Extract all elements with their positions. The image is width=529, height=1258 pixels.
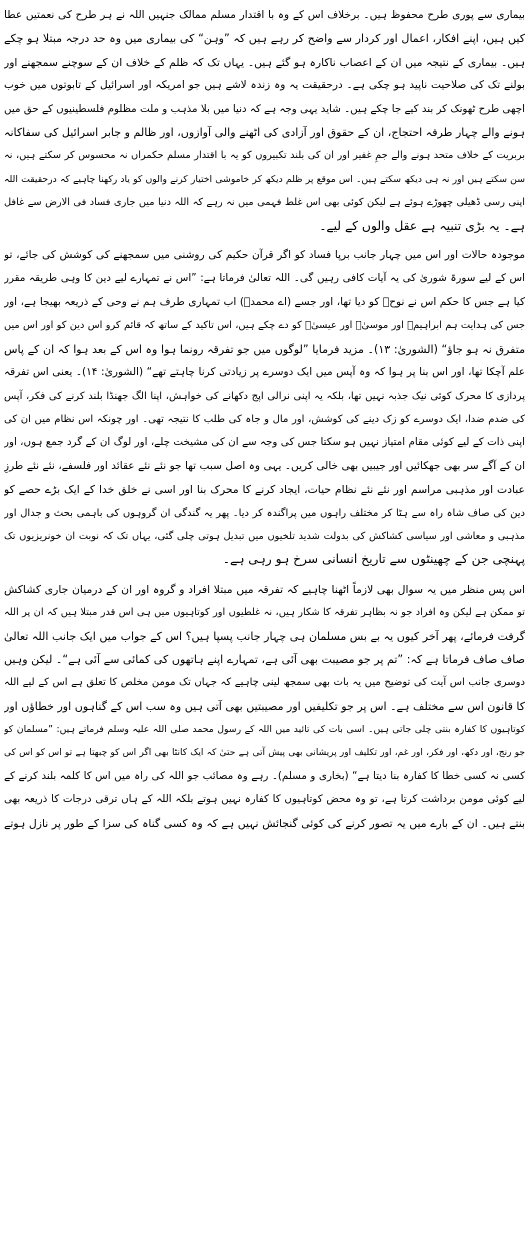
text-line: مذہبی و معاشی اور سیاسی کشاکش کی بدولت شدید تلخیوں میں تبدیل ہوتی چلی گئی، یہاں تک کہ نوبت ان خونریزیوں تک (4, 530, 525, 542)
text-line: اس پس منظر میں یہ سوال بھی لازماً اٹھنا چاہیے کہ تفرقہ میں مبتلا افراد و گروہ اور ان کے درمیان جاری کشاکش (4, 582, 525, 596)
text-line: جو رنج، اور دکھ، اور فکر، اور غم، اور تکلیف اور پریشانی بھی پیش آتی ہے حتیٰ کہ ایک کانٹا بھی اگر اس کو چبھتا ہے تو اس کو اس کی (4, 747, 525, 758)
text-line: اس کے لیے سورۃ شوریٰ کی یہ آیات کافی رہیں گی۔ اللہ تعالیٰ فرماتا ہے: ”اس نے تمہارے لیے دین کا وہی طریقہ مقرر (4, 272, 525, 285)
text-line: سن سکتے ہیں اور نہ ہی دیکھ سکتے ہیں۔ اس موقع پر ظلم دیکھ کر خاموشی اختیار کرنے والوں کو یاد رکھنا چاہیے کہ درحقیقت اللہ (4, 173, 525, 185)
text-line: لیے کوئی مومن برداشت کرتا ہے، تو وہ محض کوتاہیوں کا کفارہ نہیں ہوتے بلکہ اللہ کے ہاں ترقی درجات کا ذریعہ بھی (4, 793, 525, 806)
text-line: کا قانون اس سے مختلف ہے۔ اس پر جو تکلیفیں اور مصیبتیں بھی آتی ہیں وہ سب اس کے گناہوں اور خطاؤں اور (4, 699, 525, 713)
text-line: عبادت اور مذہبی مراسم اور نئے نئے نظام حیات، ایجاد کرنے کا محرک بنا اور اسی نے خلق خدا کے ایک بڑے حصے کو (4, 483, 525, 497)
paragraph-1 (4, 4, 525, 238)
text-line: بولنے تک کی صلاحیت ناپید ہو چکی ہے۔ درحقیقت یہ وہ زندہ لاشے ہیں جو امریکہ اور اسرائیل کے تابوتوں میں خوب (4, 79, 525, 92)
text-line: موجودہ حالات اور اس میں چہار جانب برپا فساد کو اگر قرآن حکیم کی روشنی میں سمجھنے کی کوشش کی جائے، تو (4, 249, 525, 262)
text-line: کیں ہیں، اپنے افکار، اعمال اور کردار سے واضح کر رہے ہیں کہ ”وہن“ کی بیماری میں وہ حد درجہ مبتلا ہو چکے (4, 32, 525, 46)
paragraph-2 (4, 244, 525, 572)
text-line: اپنی رسی ڈھیلی چھوڑے ہوئے ہے لیکن کوئی بھی اس غلط فہمی میں نہ رہے کہ اللہ دنیا میں جاری فساد فی الارض سے غافل (4, 197, 525, 209)
text-line: دوسری جانب اس آیت کی توضیح میں یہ بات بھی سمجھ لینی چاہیے کہ جہاں تک مومن مخلص کا تعلق ہے اس کے لیے اللہ (4, 677, 525, 689)
text-line: گرفت فرمائے، پھر آخر کیوں یہ بے بس مسلمان ہی چہار جانب پسپا ہیں؟ اس کے جواب میں ایک جانب اللہ تعالیٰ (4, 629, 525, 643)
text-line: صاف صاف فرماتا ہے کہ: ”تم پر جو مصیبت بھی آئی ہے، تمہارے اپنے ہاتھوں کی کمائی سے آئی ہے“۔ لیکن وہیں (4, 652, 525, 666)
text-line: ہونے والے چہار طرفہ احتجاج، ان کے حقوق اور آزادی کی اٹھنے والی آوازوں، اور ظالم و جابر اسرائیل کی سفاکانہ (4, 126, 525, 140)
text-line: علم آچکا تھا، اور اس بنا پر ہوا کہ وہ آپس میں ایک دوسرے پر زیادتی کرنا چاہتے تھے“ (الشوریٰ: ۱۴)۔ یعنی اس تفرقہ (4, 366, 525, 379)
text-line: کسی نہ کسی خطا کا کفارہ بنا دیتا ہے“ (بخاری و مسلم)۔ رہے وہ مصائب جو اللہ کی راہ میں اس کا کلمہ بلند کرنے کے (4, 770, 525, 782)
text-line: جس کی ہدایت ہم ابراہیمؑ اور موسیٰؑ اور عیسیٰؑ کو دے چکے ہیں، اس تاکید کے ساتھ کہ قائم کرو اس دین کو اور اس میں (4, 320, 525, 332)
text-line: کی ضدم ضدا، ایک دوسرے کو زک دینے کی کوشش، اور مال و جاہ کی طلب کا نتیجہ تھی۔ اور چونکہ اس نظام میں ان کی (4, 413, 525, 425)
text-line: ان کے آگے سر بھی جھکائیں اور جیبیں بھی خالی کریں۔ یہی وہ اصل سبب تھا جو نئے نئے عقائد اور فلسفے، نئے نئے طرزِ (4, 459, 525, 472)
text-line: بیماری سے پوری طرح محفوظ ہیں۔ برخلاف اس کے وہ با اقتدار مسلم ممالک جنہیں اللہ نے ہر طرح کی نعمتیں عطا (4, 9, 525, 21)
text-line: متفرق نہ ہو جاؤ“ (الشوریٰ: ۱۳)۔ مزید فرمایا ”لوگوں میں جو تفرقہ رونما ہوا وہ اس کے بعد ہوا کہ ان کے پاس (4, 342, 525, 356)
text-line: پردازی کا محرک کوئی نیک جذبہ نہیں تھا، بلکہ یہ اپنی نرالی اپج دکھانے کی خواہش، اپنا الگ جھنڈا بلند کرنے کی فکر، آپس (4, 390, 525, 402)
text-line: اپنی ذات کے لیے کوئی مقام امتیاز نہیں ہو سکتا جس کی وجہ سے ان کی مشیخت چلے، اور لوگ ان کے گرد جمع ہوں، اور (4, 436, 525, 449)
text-line: پہنچی جن کے چھینٹوں سے تاریخ انسانی سرخ ہو رہی ہے۔ (222, 552, 525, 567)
text-line: ہے۔ یہ بڑی تنبیہ ہے عقل والوں کے لیے۔ (319, 218, 525, 233)
text-line: تو ممکن ہے لیکن وہ افراد جو نہ بظاہر تفرقہ کا شکار ہیں، نہ غلطیوں اور کوتاہیوں میں ہی اس قدر مبتلا ہیں کہ ان پر اللہ (4, 607, 525, 619)
text-line: اچھی طرح ٹھونک کر بند کیے جا چکے ہیں۔ شاید یہی وجہ ہے کہ دنیا میں بلا مذہب و ملت مظلوم فلسطینیوں کے حق میں (4, 102, 525, 115)
paragraph-3 (4, 578, 525, 835)
text-line: دین کی صاف شاہ راہ سے ہٹا کر مختلف راہوں میں پراگندہ کر دیا۔ پھر یہ گندگی ان گروہوں کی باہمی بحث و جدال اور (4, 507, 525, 519)
text-line: کوتاہیوں کا کفارہ بنتی چلی جاتی ہیں۔ اسی بات کی تائید میں اللہ کے رسول محمد صلی اللہ علیہ وسلم فرماتے ہیں: ”مسلمان کو (4, 724, 525, 736)
text-line: ہیں۔ بیماری کے نتیجہ میں ان کے اعصاب ناکارہ ہو گئے ہیں۔ یہاں تک کہ ظلم کے خلاف ان کے سوچنے سمجھنے اور (4, 55, 525, 69)
text-line: کیا ہے جس کا حکم اس نے نوحؑ کو دیا تھا، اور جسے (اے محمدؐ) اب تمہاری طرف ہم نے وحی کے ذریعہ بھیجا ہے، اور (4, 295, 525, 308)
text-line: بنتے ہیں۔ ان کے بارے میں یہ تصور کرنے کی کوئی گنجائش نہیں ہے کہ وہ کسی گناہ کی سزا کے طور پر نازل ہوتے (4, 816, 525, 830)
text-line: بربریت کے خلاف متحد ہونے والے جمِ غفیر اور ان کی بلند تکبیروں کو یہ با اقتدار مسلم حکمراں نہ محسوس کر سکتے ہیں، نہ (4, 150, 525, 162)
